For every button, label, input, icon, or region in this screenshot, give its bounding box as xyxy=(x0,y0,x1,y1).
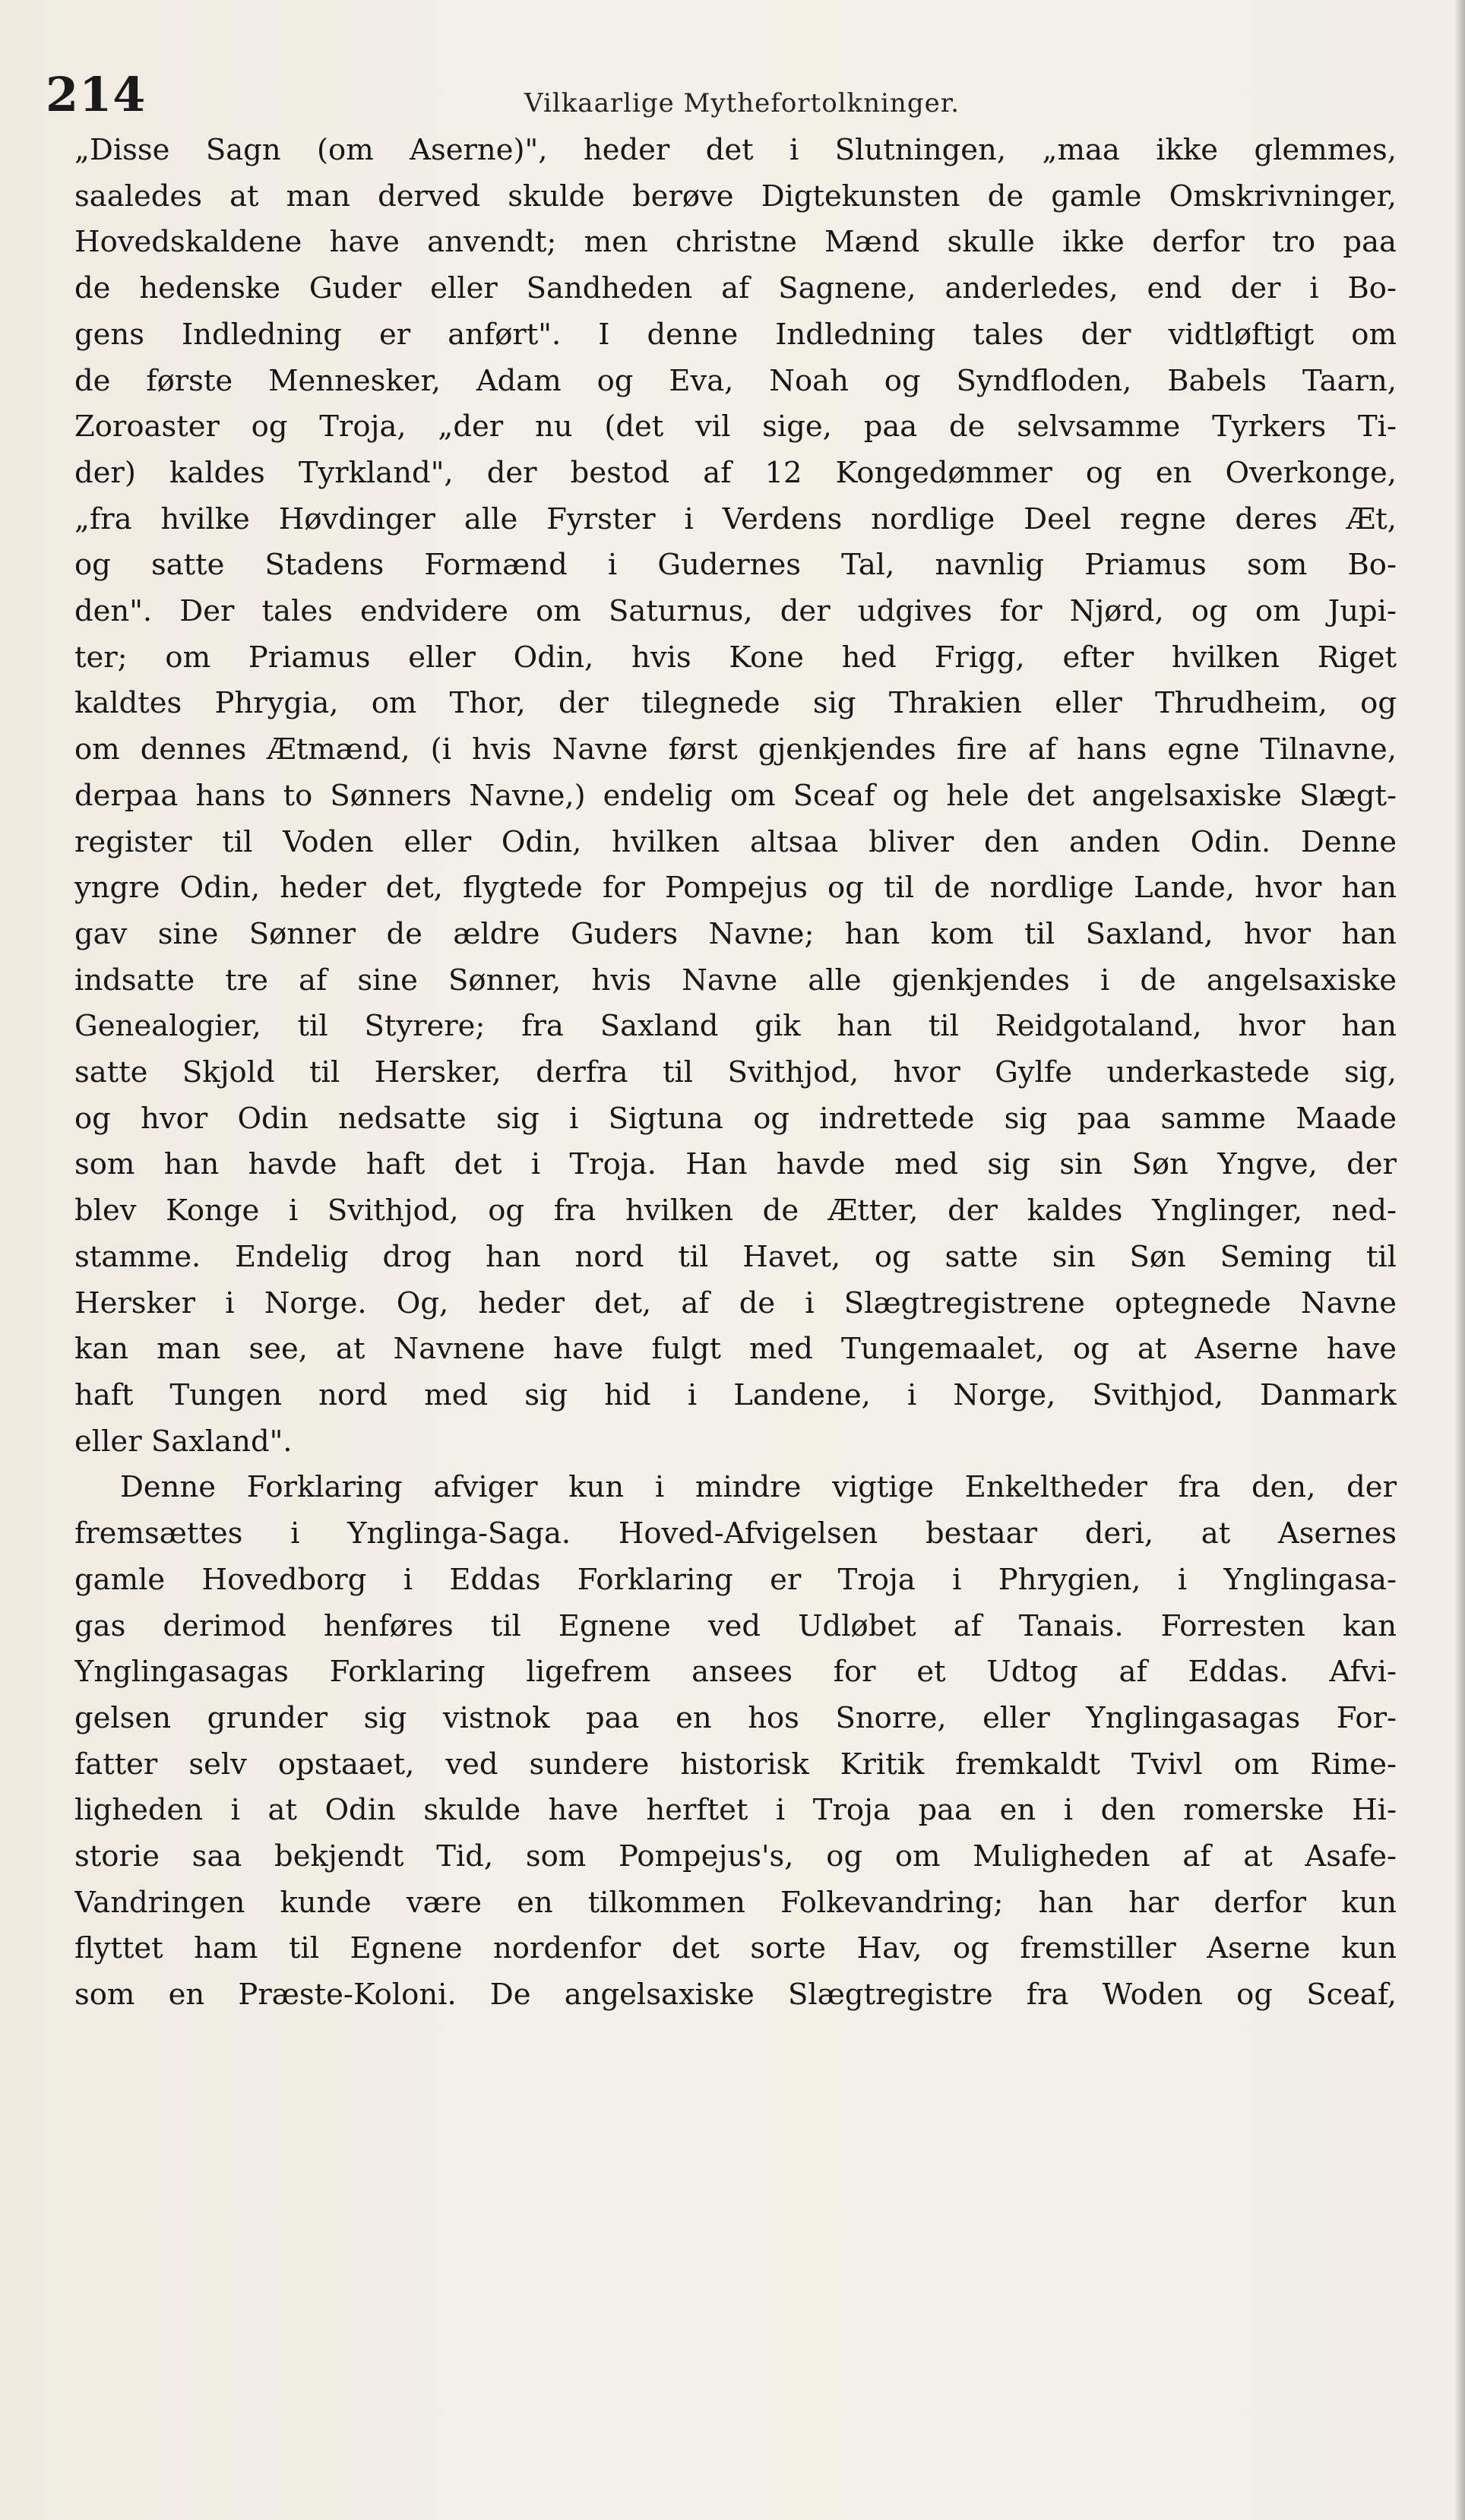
text-line: register til Voden eller Odin, hvilken altsaa bliver den anden Odin. Denne xyxy=(74,824,1397,859)
text-line: haft Tungen nord med sig hid i Landene, i Norge, Svithjod, Danmark xyxy=(74,1377,1397,1412)
text-line: „Disse Sagn (om Aserne)", heder det i Slutningen, „maa ikke glemmes, xyxy=(74,133,1397,167)
text-line: flyttet ham til Egnene nordenfor det sorte Hav, og fremstiller Aserne kun xyxy=(74,1931,1397,1966)
text-line: og satte Stadens Formænd i Gudernes Tal, navnlig Priamus som Bo- xyxy=(74,548,1397,583)
text-line: satte Skjold til Hersker, derfra til Svithjod, hvor Gylfe underkastede sig, xyxy=(74,1055,1397,1090)
text-line: „fra hvilke Høvdinger alle Fyrster i Verdens nordlige Deel regne deres Æt, xyxy=(74,501,1397,536)
text-line: ligheden i at Odin skulde have herftet i Troja paa en i den romerske Hi- xyxy=(74,1793,1397,1828)
text-line: som han havde haft det i Troja. Han havde med sig sin Søn Yngve, der xyxy=(74,1147,1397,1182)
text-line: som en Præste-Koloni. De angelsaxiske Slægtregistre fra Woden og Sceaf, xyxy=(74,1978,1397,2013)
text-line: Vandringen kunde være en tilkommen Folkevandring; han har derfor kun xyxy=(74,1885,1397,1920)
text-line: derpaa hans to Sønners Navne,) endelig om Sceaf og hele det angelsaxiske Slægt- xyxy=(74,778,1397,813)
running-head: Vilkaarlige Mythefortolkninger. xyxy=(524,88,960,119)
text-line: yngre Odin, heder det, flygtede for Pompejus og til de nordlige Lande, hvor han xyxy=(74,871,1397,906)
text-line: Zoroaster og Troja, „der nu (det vil sige, paa de selvsamme Tyrkers Ti- xyxy=(74,409,1397,444)
body-text xyxy=(74,128,1397,2019)
text-line: eller Saxland". xyxy=(74,1424,293,1459)
text-line: der) kaldes Tyrkland", der bestod af 12 Kongedømmer og en Overkonge, xyxy=(74,455,1397,490)
text-line: fremsættes i Ynglinga-Saga. Hoved-Afvigelsen bestaar deri, at Asernes xyxy=(74,1516,1397,1551)
text-line: ter; om Priamus eller Odin, hvis Kone hed Frigg, efter hvilken Riget xyxy=(74,640,1397,675)
text-line: gamle Hovedborg i Eddas Forklaring er Troja i Phrygien, i Ynglingasa- xyxy=(74,1562,1397,1597)
text-line: gens Indledning er anført". I denne Indledning tales der vidtløftigt om xyxy=(74,317,1397,352)
text-line: saaledes at man derved skulde berøve Digtekunsten de gamle Omskrivninger, xyxy=(74,179,1397,213)
text-line: og hvor Odin nedsatte sig i Sigtuna og indrettede sig paa samme Maade xyxy=(74,1101,1397,1136)
text-line: Ynglingasagas Forklaring ligefrem ansees for et Udtog af Eddas. Afvi- xyxy=(74,1655,1397,1690)
text-line: storie saa bekjendt Tid, som Pompejus's, og om Muligheden af at Asafe- xyxy=(74,1839,1397,1874)
page-header xyxy=(46,67,1398,135)
text-line: kan man see, at Navnene have fulgt med Tungemaalet, og at Aserne have xyxy=(74,1332,1397,1367)
text-line: Hersker i Norge. Og, heder det, af de i Slægtregistrene optegnede Navne xyxy=(74,1285,1397,1320)
text-line: indsatte tre af sine Sønner, hvis Navne alle gjenkjendes i de angelsaxiske xyxy=(74,963,1397,998)
text-line: gas derimod henføres til Egnene ved Udløbet af Tanais. Forresten kan xyxy=(74,1608,1397,1643)
text-line: Hovedskaldene have anvendt; men christne Mænd skulle ikke derfor tro paa xyxy=(74,225,1397,260)
text-line: gelsen grunder sig vistnok paa en hos Snorre, eller Ynglingasagas For- xyxy=(74,1700,1397,1735)
text-line: fatter selv opstaaet, ved sundere historisk Kritik fremkaldt Tvivl om Rime- xyxy=(74,1747,1397,1782)
text-line: Genealogier, til Styrere; fra Saxland gik han til Reidgotaland, hvor han xyxy=(74,1009,1397,1044)
text-line: de hedenske Guder eller Sandheden af Sagnene, anderledes, end der i Bo- xyxy=(74,271,1397,306)
page-number: 214 xyxy=(46,67,147,122)
page-edge-shadow xyxy=(1454,0,1465,2520)
text-line: om dennes Ætmænd, (i hvis Navne først gjenkjendes fire af hans egne Tilnavne, xyxy=(74,732,1397,767)
text-line: blev Konge i Svithjod, og fra hvilken de Ætter, der kaldes Ynglinger, ned- xyxy=(74,1194,1397,1228)
text-line: Denne Forklaring afviger kun i mindre vigtige Enkeltheder fra den, der xyxy=(120,1470,1397,1505)
text-line: den". Der tales endvidere om Saturnus, der udgives for Njørd, og om Jupi- xyxy=(74,594,1397,629)
text-line: stamme. Endelig drog han nord til Havet, og satte sin Søn Seming til xyxy=(74,1239,1397,1274)
text-line: kaldtes Phrygia, om Thor, der tilegnede sig Thrakien eller Thrudheim, og xyxy=(74,686,1397,721)
text-line: de første Mennesker, Adam og Eva, Noah og Syndfloden, Babels Taarn, xyxy=(74,363,1397,398)
text-line: gav sine Sønner de ældre Guders Navne; han kom til Saxland, hvor han xyxy=(74,916,1397,951)
